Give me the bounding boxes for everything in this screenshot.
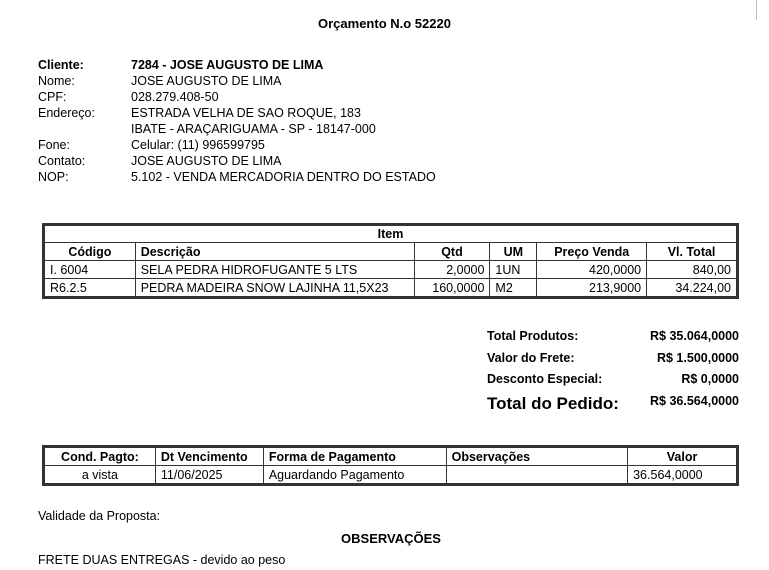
name-value: JOSE AUGUSTO DE LIMA	[131, 74, 282, 88]
phone-value: Celular: (11) 996599795	[131, 138, 265, 152]
col-header-vencimento: Dt Vencimento	[155, 448, 263, 466]
col-header-valor: Valor	[628, 448, 737, 466]
client-row-nome	[38, 73, 436, 89]
cell-preco: 213,9000	[537, 279, 647, 297]
client-row-contato	[38, 153, 436, 169]
payment-table	[44, 447, 737, 484]
desconto-value: R$ 0,0000	[681, 372, 739, 386]
payment-header-row	[45, 448, 737, 466]
observations-text: FRETE DUAS ENTREGAS - devido ao peso	[38, 553, 286, 567]
name-label: Nome:	[38, 74, 75, 88]
totals-block	[487, 326, 739, 417]
cell-valor: 36.564,0000	[628, 466, 737, 484]
items-caption: Item	[45, 226, 737, 243]
contact-value: JOSE AUGUSTO DE LIMA	[131, 154, 282, 168]
table-row	[45, 261, 737, 279]
client-row-cpf	[38, 89, 436, 105]
nop-value: 5.102 - VENDA MERCADORIA DENTRO DO ESTADO	[131, 170, 436, 184]
frete-row	[487, 348, 739, 370]
cell-vencimento: 11/06/2025	[155, 466, 263, 484]
address-value-2: IBATE - ARAÇARIGUAMA - SP - 18147-000	[131, 122, 376, 136]
col-header-codigo: Código	[45, 243, 136, 261]
col-header-preco: Preço Venda	[537, 243, 647, 261]
frete-label: Valor do Frete:	[487, 350, 575, 365]
cell-forma: Aguardando Pagamento	[263, 466, 446, 484]
client-row-endereco	[38, 105, 436, 121]
contact-label: Contato:	[38, 154, 86, 168]
col-header-qtd: Qtd	[414, 243, 490, 261]
cell-descricao: SELA PEDRA HIDROFUGANTE 5 LTS	[135, 261, 414, 279]
cpf-value: 028.279.408-50	[131, 90, 219, 104]
client-row-fone	[38, 137, 436, 153]
col-header-um: UM	[490, 243, 537, 261]
validity-label: Validade da Proposta:	[38, 509, 161, 523]
client-row-endereco-2	[38, 121, 436, 137]
col-header-cond-pagto: Cond. Pagto:	[45, 448, 156, 466]
nop-label: NOP:	[38, 170, 69, 184]
total-produtos-value: R$ 35.064,0000	[650, 329, 739, 343]
col-header-forma: Forma de Pagamento	[263, 448, 446, 466]
document-title: Orçamento N.o 52220	[318, 16, 451, 31]
items-table	[44, 225, 737, 297]
col-header-total: Vl. Total	[647, 243, 737, 261]
client-row-nop	[38, 169, 436, 185]
total-produtos-label: Total Produtos:	[487, 329, 579, 343]
client-value: 7284 - JOSE AUGUSTO DE LIMA	[131, 58, 324, 72]
cell-qtd: 2,0000	[414, 261, 490, 279]
observations-heading: OBSERVAÇÕES	[341, 531, 441, 546]
cell-um: M2	[490, 279, 537, 297]
phone-label: Fone:	[38, 138, 70, 152]
cpf-label: CPF:	[38, 90, 67, 104]
total-produtos-row	[487, 326, 739, 348]
cell-codigo: R6.2.5	[45, 279, 136, 297]
col-header-observacoes: Observações	[446, 448, 628, 466]
col-header-descricao: Descrição	[135, 243, 414, 261]
desconto-row	[487, 369, 739, 391]
total-pedido-row	[487, 391, 739, 417]
address-label-2	[38, 121, 131, 137]
cell-codigo: I. 6004	[45, 261, 136, 279]
cell-um: 1UN	[490, 261, 537, 279]
cell-descricao: PEDRA MADEIRA SNOW LAJINHA 11,5X23	[135, 279, 414, 297]
cell-cond-pagto: a vista	[45, 466, 156, 484]
client-row-cliente	[38, 57, 436, 73]
items-caption-row	[45, 226, 737, 243]
desconto-label: Desconto Especial:	[487, 372, 603, 386]
cell-qtd: 160,0000	[414, 279, 490, 297]
cell-total: 34.224,00	[647, 279, 737, 297]
table-row	[45, 466, 737, 484]
cell-preco: 420,0000	[537, 261, 647, 279]
address-value: ESTRADA VELHA DE SAO ROQUE, 183	[131, 106, 361, 120]
client-label: Cliente:	[38, 58, 84, 72]
cell-total: 840,00	[647, 261, 737, 279]
cell-observacoes	[446, 466, 628, 484]
items-header-row	[45, 243, 737, 261]
client-info	[38, 57, 436, 185]
table-row	[45, 279, 737, 297]
total-pedido-value: R$ 36.564,0000	[650, 393, 739, 408]
frete-value: R$ 1.500,0000	[656, 350, 739, 365]
total-pedido-label: Total do Pedido:	[487, 393, 619, 413]
address-label: Endereço:	[38, 106, 95, 120]
